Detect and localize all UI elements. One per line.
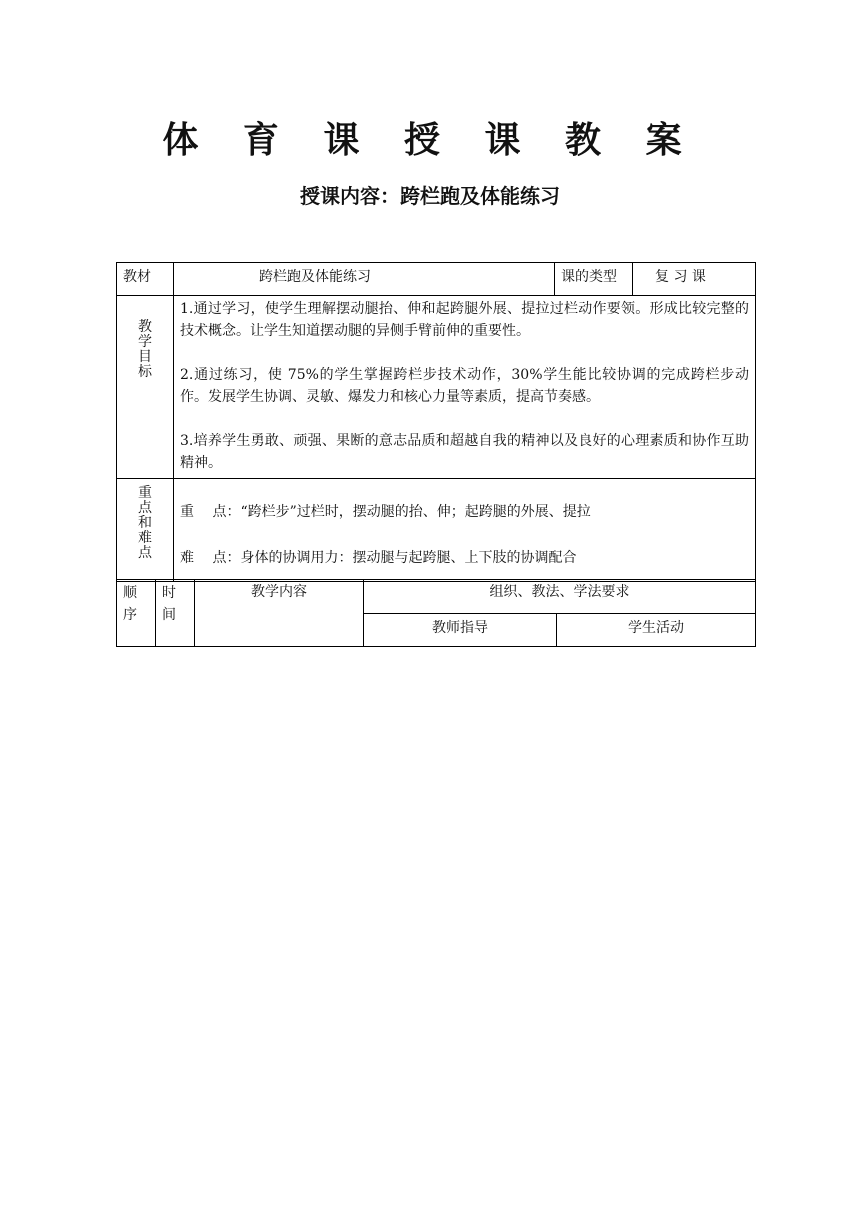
material-value: 跨栏跑及体能练习	[259, 269, 371, 285]
student-header-cell	[557, 614, 756, 647]
content-header-cell	[195, 580, 364, 647]
requirements-header-cell	[364, 580, 756, 614]
page-title: 体 育 课 授 课 教 案	[162, 120, 698, 161]
goal-item: 1.通过学习，使学生理解摆动腿抬、伸和起跨腿外展、提拉过栏动作要领。形成比较完整的技术概念。让学生知道摆动腿的异侧手臂前伸的重要性。	[180, 301, 749, 339]
goals-label: 教学目标	[138, 319, 152, 380]
lesson-subtitle: 授课内容：跨栏跑及体能练习	[300, 184, 560, 208]
requirements-header: 组织、教法、学法要求	[489, 584, 630, 600]
material-label: 教材	[123, 269, 151, 285]
schedule-header-table	[116, 579, 756, 647]
student-header: 学生活动	[628, 620, 684, 636]
lesson-type-label-cell	[555, 263, 633, 296]
goals-content-cell	[174, 296, 756, 479]
key-points-label-cell	[117, 479, 174, 582]
content-header: 教学内容	[251, 584, 307, 600]
material-value-cell	[174, 263, 555, 296]
key-points-list	[174, 479, 755, 573]
key-points-label: 重点和难点	[138, 485, 152, 561]
time-header-cell	[156, 580, 195, 647]
lesson-plan-table	[116, 262, 756, 582]
teacher-header-cell	[364, 614, 557, 647]
focus-point: 重 点：“跨栏步”过栏时，摆动腿的抬、伸；起跨腿的外展、提拉	[180, 504, 591, 520]
goal-item: 2.通过练习，使 75%的学生掌握跨栏步技术动作，30%学生能比较协调的完成跨栏步动作。发展学生协调、灵敏、爆发力和核心力量等素质，提高节奏感。	[180, 367, 749, 405]
goal-item: 3.培养学生勇敢、顽强、果断的意志品质和超越自我的精神以及良好的心理素质和协作互助精神。	[180, 433, 749, 471]
lesson-type-value: 复 习 课	[655, 269, 706, 285]
order-header-cell	[117, 580, 156, 647]
lesson-type-label: 课的类型	[561, 269, 617, 285]
goals-label-cell	[117, 296, 174, 479]
difficulty-point: 难 点：身体的协调用力：摆动腿与起跨腿、上下肢的协调配合	[180, 550, 577, 566]
key-points-content-cell	[174, 479, 756, 582]
lesson-type-value-cell	[633, 263, 756, 296]
teacher-header: 教师指导	[432, 620, 488, 636]
order-header: 顺序	[123, 585, 137, 623]
material-label-cell	[117, 263, 174, 296]
time-header: 时间	[162, 585, 176, 623]
goals-list	[174, 296, 755, 478]
